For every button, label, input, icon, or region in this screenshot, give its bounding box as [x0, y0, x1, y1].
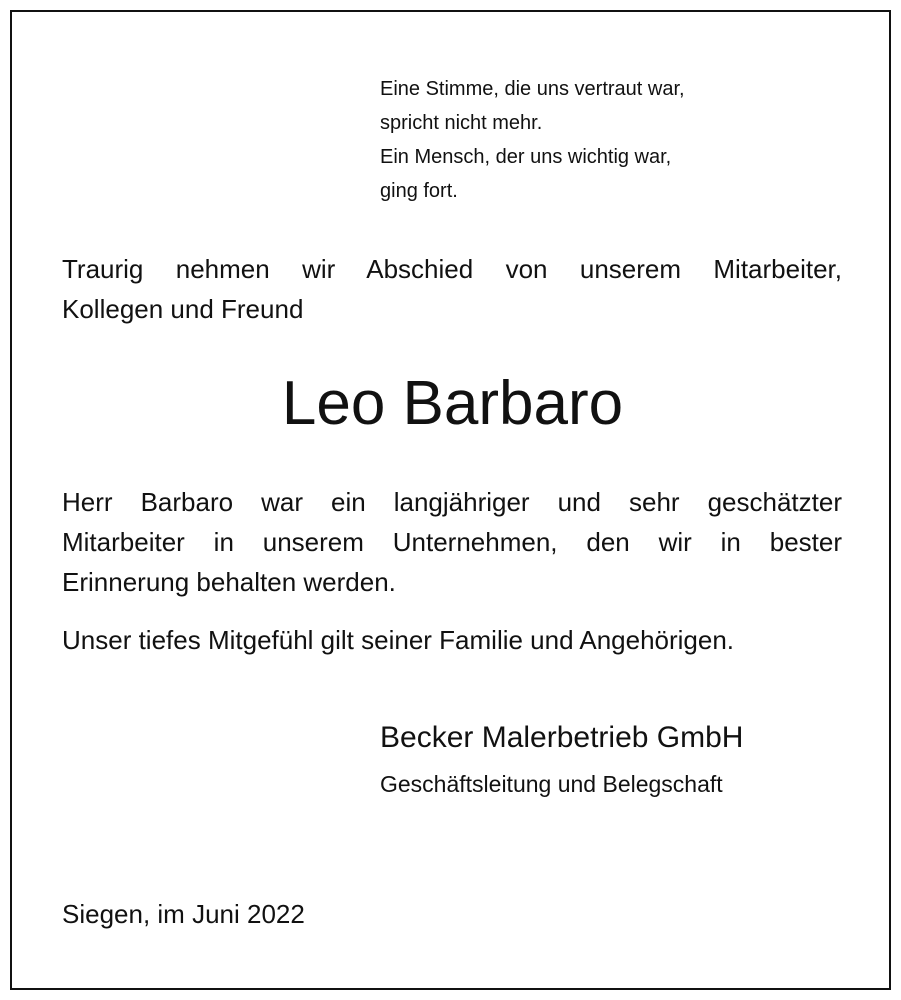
obituary-notice — [10, 10, 891, 990]
intro-line: Kollegen und Freund — [62, 294, 304, 324]
company-name: Becker Malerbetrieb GmbH — [380, 721, 744, 754]
farewell-intro — [62, 249, 842, 329]
tribute-line: Mitarbeiter in unserem Unternehmen, den wir in bester — [62, 527, 842, 557]
poem-line: ging fort. — [380, 180, 458, 202]
tribute-line: Herr Barbaro war ein langjähriger und sehr geschätzter — [62, 487, 842, 517]
place-and-date: Siegen, im Juni 2022 — [62, 899, 305, 929]
deceased-name: Leo Barbaro — [281, 369, 624, 438]
intro-line: Traurig nehmen wir Abschied von unserem Mitarbeiter, — [62, 254, 842, 284]
signatory-group: Geschäftsleitung und Belegschaft — [380, 771, 723, 797]
poem-line: Ein Mensch, der uns wichtig war, — [380, 146, 672, 168]
tribute-paragraph — [62, 482, 842, 602]
poem-line: Eine Stimme, die uns vertraut war, — [380, 78, 685, 100]
poem-line: spricht nicht mehr. — [380, 112, 543, 134]
tribute-line: Erinnerung behalten werden. — [62, 567, 396, 597]
memorial-poem — [380, 72, 685, 208]
sympathy-statement: Unser tiefes Mitgefühl gilt seiner Familie und Angehörigen. — [62, 625, 735, 655]
